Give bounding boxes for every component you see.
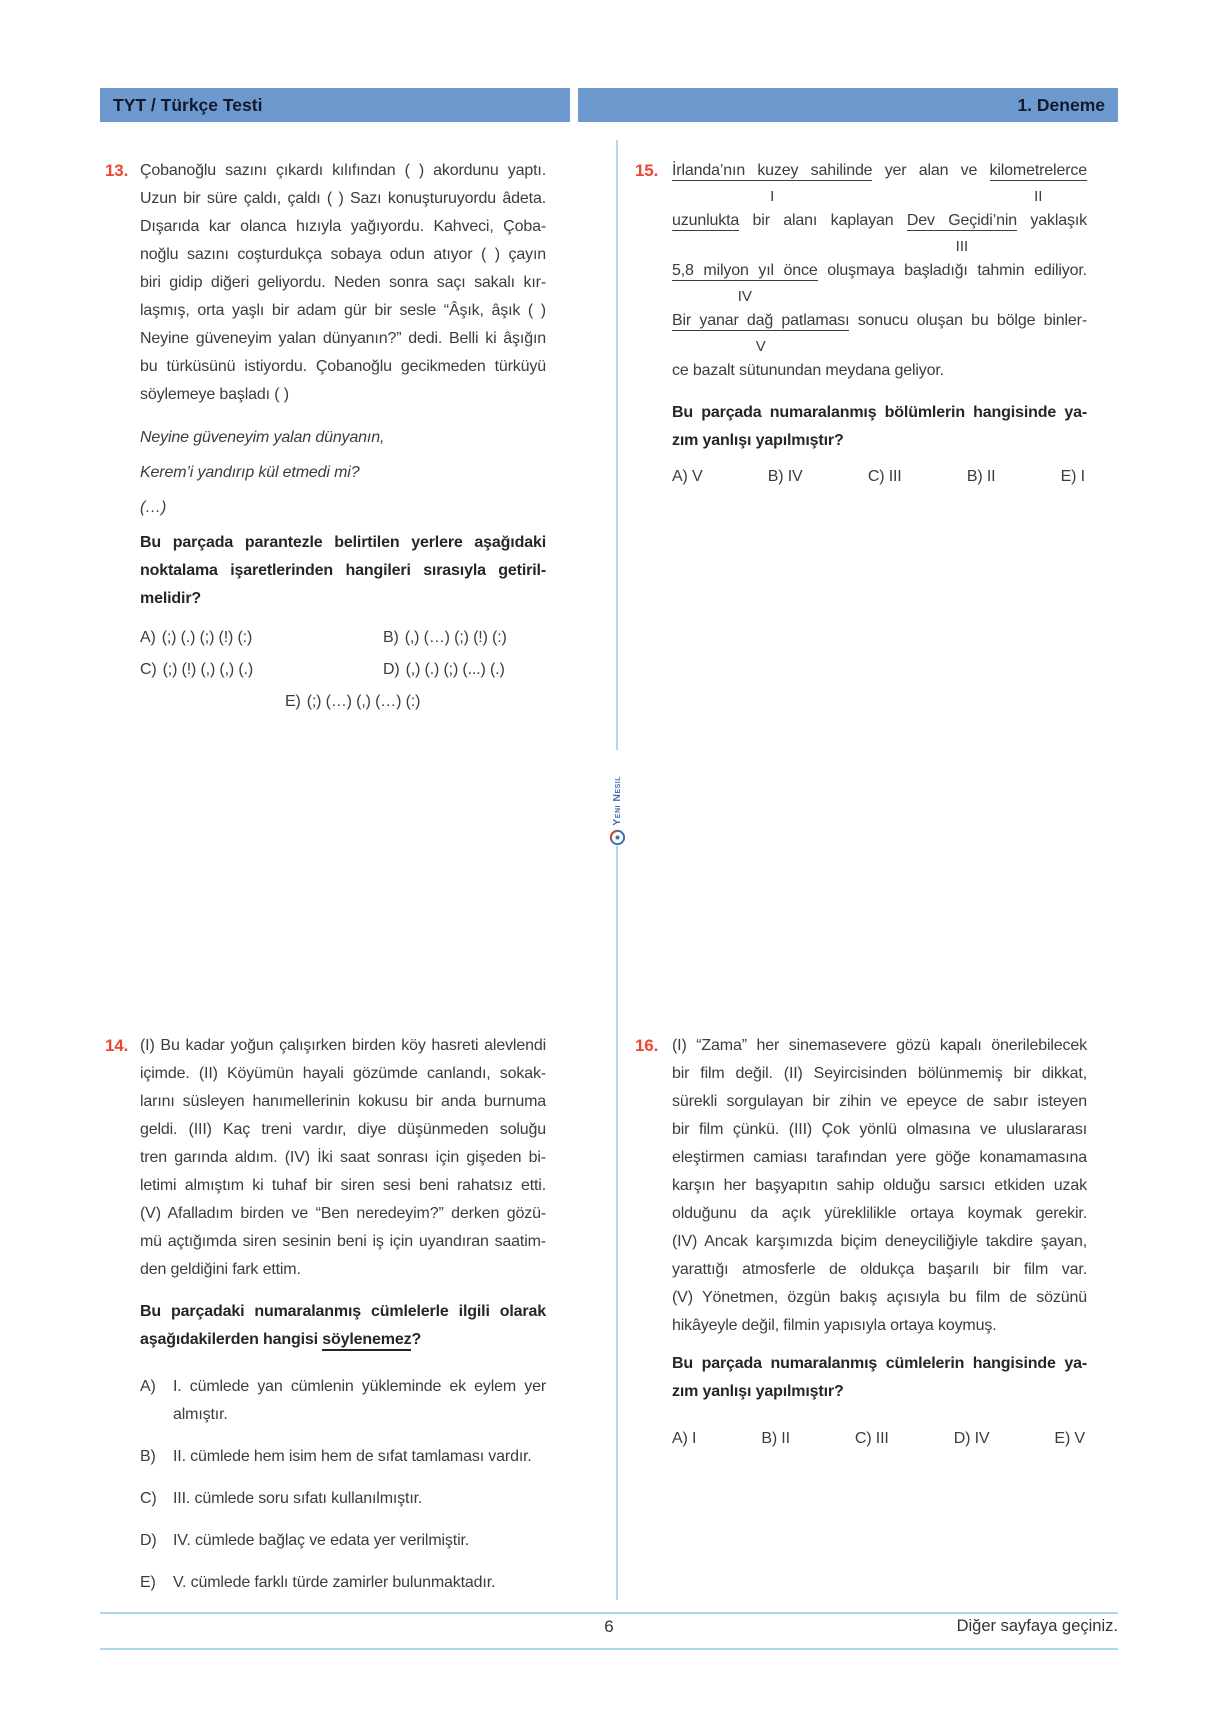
- question-16-number: 16.: [635, 1036, 659, 1055]
- numbered-passage-line: 5,8 milyon yıl önce IV oluşmaya başladığı tahmin ediliyor.: [672, 257, 1087, 307]
- stem-line: melidir?: [140, 590, 202, 607]
- underlined-segment: kilometrelerce II: [990, 162, 1088, 181]
- paragraph-line: bu türküsünü istiyordu. Çobanoğlu gecikmeden türküyü: [140, 358, 546, 375]
- question-13-verse: [140, 420, 546, 525]
- stem-line: Bu parçada parantezle belirtilen yerlere aşağıdaki: [140, 534, 546, 551]
- publisher-logo: [602, 750, 632, 846]
- option-line: II. cümlede hem isim hem de sıfat tamlaması vardır.: [173, 1448, 532, 1465]
- option-text: (;) (.) (;) (!) (:): [161, 629, 253, 646]
- option-E: [140, 1569, 546, 1597]
- stem-line: Bu parçada numaralanmış cümlelerin hangisinde ya-: [672, 1355, 1087, 1372]
- option-line: almıştır.: [173, 1406, 228, 1423]
- header-test-title: TYT / Türkçe Testi: [100, 88, 570, 122]
- question-13-paragraph: [140, 157, 546, 409]
- underlined-keyword: söylenemez: [322, 1331, 411, 1351]
- option-text: [173, 1569, 546, 1597]
- paragraph-line: noğlu sazını coşturdukça sobaya odun atıyor ( ) çayın: [140, 246, 546, 263]
- option-label: E): [285, 693, 301, 710]
- question-14-options: [140, 1373, 546, 1597]
- option-E: [285, 686, 546, 718]
- paragraph-line: eleştirmen camiası tarafından yere göğe konamamasına: [672, 1149, 1087, 1166]
- footer-rule-top: [100, 1612, 1118, 1614]
- verse-line: (…): [140, 499, 167, 516]
- paragraph-line: içimde. (II) Köyümün hayali gözümde canlandı, sokak-: [140, 1065, 546, 1082]
- option-label: E): [140, 1574, 156, 1591]
- segment-numeral: V: [755, 338, 766, 355]
- paragraph-line: laşmış, orta yaşlı bir adam gür bir sesle “Âşık, âşık ( ): [140, 302, 546, 319]
- question-14-paragraph: [140, 1032, 546, 1284]
- question-15-stem: [672, 399, 1087, 455]
- option-A: A) V: [672, 468, 703, 485]
- next-page-instruction: Diğer sayfaya geçiniz.: [956, 1617, 1118, 1635]
- option-text: (,) (…) (;) (!) (:): [404, 629, 507, 646]
- publisher-globe-icon: [609, 829, 626, 846]
- segment-numeral: IV: [737, 288, 752, 305]
- paragraph-line: olduğunu da açık yüreklilikle ortaya koymak gerekir.: [672, 1205, 1087, 1222]
- stem-line: noktalama işaretlerinden hangileri sırasıyla getiril-: [140, 562, 546, 579]
- option-label: B): [383, 629, 399, 646]
- paragraph-line: den geldiğini fark ettim.: [140, 1261, 301, 1278]
- question-15: [635, 157, 1087, 491]
- paragraph-line: Neyine güveneyim yalan dünyanın?” dedi. Belli ki âşığın: [140, 330, 546, 347]
- footer-rule-bottom: [100, 1648, 1118, 1650]
- option-A: [140, 622, 383, 654]
- option-label: A): [140, 629, 156, 646]
- paragraph-line: karşın her başyapıtın sahip olduğu sarsıcı etkiden uzak: [672, 1177, 1087, 1194]
- option-A: [140, 1373, 546, 1429]
- option-C: C) III: [854, 1430, 889, 1447]
- paragraph-line: larını süsleyen hanımellerinin kokusu bir anda burnuma: [140, 1093, 546, 1110]
- option-line: V. cümlede farklı türde zamirler bulunmaktadır.: [173, 1574, 496, 1591]
- option-B: B) II: [761, 1430, 790, 1447]
- header-exam-number: 1. Deneme: [578, 88, 1118, 122]
- option-label: C): [140, 1490, 157, 1507]
- option-text: (;) (!) (,) (,) (.): [162, 661, 254, 678]
- underlined-segment: Dev Geçidi’nin III: [907, 212, 1017, 231]
- option-text: [173, 1443, 546, 1471]
- option-text: [173, 1373, 546, 1429]
- paragraph-line: bir film değil. (II) Seyircisinden bölünmemiş bir dikkat,: [672, 1065, 1087, 1082]
- underlined-segment: İrlanda’nın kuzey sahilinde I: [672, 162, 872, 181]
- question-15-number: 15.: [635, 161, 659, 180]
- option-D: [383, 654, 546, 686]
- segment-numeral: III: [955, 238, 969, 255]
- question-14-stem-line1: Bu parçadaki numaralanmış cümlelerle ilgili olarak: [140, 1303, 546, 1320]
- option-label: D): [383, 661, 400, 678]
- verse-line: Neyine güveneyim yalan dünyanın,: [140, 429, 385, 446]
- question-16: [635, 1032, 1087, 1453]
- question-14-stem-line2: aşağıdakilerden hangisi söylenemez?: [140, 1326, 546, 1354]
- paragraph-line: (IV) Ancak karşımızda biçim deneyciliğiyle takdire şayan,: [672, 1233, 1087, 1250]
- paragraph-line: (V) Afalladım birden ve “Ben neredeyim?” derken gözü-: [140, 1205, 546, 1222]
- option-B: B) II: [966, 468, 996, 485]
- stem-line: zım yanlışı yapılmıştır?: [672, 432, 844, 449]
- underlined-segment: Bir yanar dağ patlaması V: [672, 312, 849, 331]
- question-14-stem: [140, 1298, 546, 1354]
- option-C: [140, 1485, 546, 1513]
- option-line: IV. cümlede bağlaç ve edata yer verilmiştir.: [173, 1532, 470, 1549]
- paragraph-line: Uzun bir süre çaldı, çaldı ( ) Sazı konuşturuyordu âdeta.: [140, 190, 546, 207]
- option-B: [383, 622, 546, 654]
- option-C: [140, 654, 383, 686]
- question-15-passage: [672, 157, 1087, 385]
- publisher-logo-text: Yeni Nesil: [611, 776, 623, 826]
- question-13-number: 13.: [105, 161, 129, 180]
- paragraph-line: biri gidip diğeri geliyordu. Neden sonra saçı sakalı kır-: [140, 274, 546, 291]
- question-13-stem: [140, 529, 546, 613]
- option-E: E) I: [1060, 468, 1085, 485]
- stem-line: zım yanlışı yapılmıştır?: [672, 1383, 844, 1400]
- question-13: [105, 157, 546, 718]
- question-16-options: [672, 1425, 1087, 1453]
- option-label: A): [140, 1378, 156, 1395]
- option-D: [140, 1527, 546, 1555]
- underlined-segment: uzunlukta: [672, 212, 740, 229]
- underlined-segment: 5,8 milyon yıl önce IV: [672, 262, 818, 281]
- question-16-stem: [672, 1350, 1087, 1406]
- option-D: D) IV: [953, 1430, 990, 1447]
- question-15-options: [672, 463, 1087, 491]
- paragraph-line: (I) Bu kadar yoğun çalışırken birden köy hasreti alevlendi: [140, 1037, 546, 1054]
- paragraph-line: (V) Yönetmen, özgün bakış açısıyla bu film de sözünü: [672, 1289, 1087, 1306]
- option-label: C): [140, 661, 157, 678]
- option-label: D): [140, 1532, 157, 1549]
- question-13-options: [140, 622, 546, 718]
- option-text: [173, 1485, 546, 1513]
- option-line: I. cümlede yan cümlenin yükleminde ek eylem yer: [173, 1378, 546, 1395]
- paragraph-line: letimi almıştım ki tuhaf bir siren sesi beni rahatsız etti.: [140, 1177, 546, 1194]
- option-B: [140, 1443, 546, 1471]
- paragraph-line: bir film çünkü. (III) Çok yönlü olmasına ve uluslararası: [672, 1121, 1087, 1138]
- segment-numeral: II: [1034, 188, 1043, 205]
- numbered-passage-line: uzunlukta bir alanı kaplayan Dev Geçidi’nin III yaklaşık: [672, 207, 1087, 257]
- column-divider-line: [616, 140, 618, 1600]
- paragraph-line: yarattığı atmosferle de oldukça başarılı bir film var.: [672, 1261, 1087, 1278]
- verse-line: Kerem’i yandırıp kül etmedi mi?: [140, 464, 360, 481]
- paragraph-line: hikâyeyle değil, filmin yapısıyla ortaya koymuş.: [672, 1317, 997, 1334]
- option-label: B): [140, 1448, 156, 1465]
- numbered-passage-line: İrlanda’nın kuzey sahilinde I yer alan ve kilometrelerce II: [672, 157, 1087, 207]
- option-C: C) III: [867, 468, 902, 485]
- page-number: 6: [604, 1617, 614, 1636]
- paragraph-line: sürekli sorgulayan bir zihin ve epeyce de sabır isteyen: [672, 1093, 1087, 1110]
- stem-line: Bu parçada numaralanmış bölümlerin hangisinde ya-: [672, 404, 1087, 421]
- question-16-paragraph: [672, 1032, 1087, 1340]
- numbered-passage-line: Bir yanar dağ patlaması V sonucu oluşan bu bölge binler-: [672, 307, 1087, 357]
- numbered-passage-line: ce bazalt sütunundan meydana geliyor.: [672, 362, 944, 379]
- paragraph-line: (I) “Zama” her sinemasevere gözü kapalı önerilebilecek: [672, 1037, 1087, 1054]
- option-text: (,) (.) (;) (...) (.): [405, 661, 505, 678]
- option-A: A) I: [672, 1430, 697, 1447]
- paragraph-line: tren garında aldım. (IV) İki saat sonrası için gişeden bi-: [140, 1149, 546, 1166]
- option-text: [173, 1527, 546, 1555]
- paragraph-line: Çobanoğlu sazını çıkardı kılıfından ( ) akordunu yaptı.: [140, 162, 546, 179]
- option-B: B) IV: [767, 468, 803, 485]
- question-14: [105, 1032, 546, 1611]
- paragraph-line: mü açtığımda siren sesinin beni iş için uyandıran saatim-: [140, 1233, 546, 1250]
- segment-numeral: I: [770, 188, 775, 205]
- paragraph-line: Dışarıda kar olanca hızıyla yağıyordu. Kahveci, Çoba-: [140, 218, 546, 235]
- paragraph-line: geldi. (III) Kaç treni vardır, diye düşünmeden soluğu: [140, 1121, 546, 1138]
- option-line: III. cümlede soru sıfatı kullanılmıştır.: [173, 1490, 423, 1507]
- option-text: (;) (…) (,) (…) (:): [306, 693, 421, 710]
- question-14-number: 14.: [105, 1036, 129, 1055]
- option-E: E) V: [1054, 1430, 1085, 1447]
- paragraph-line: söylemeye başladı ( ): [140, 386, 289, 403]
